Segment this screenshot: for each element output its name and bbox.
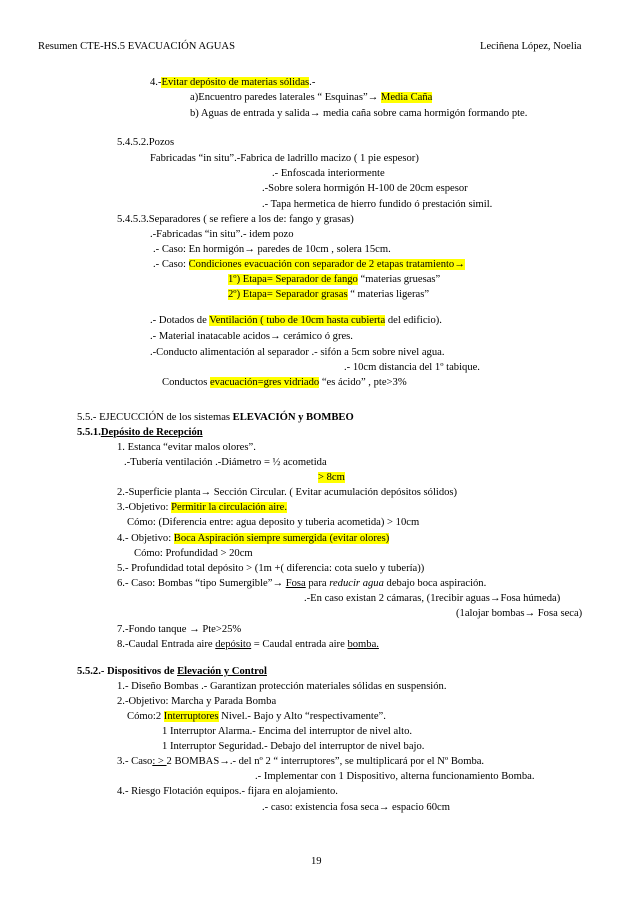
text-run: “ materias ligeras” [347, 289, 430, 300]
text-line [117, 680, 447, 693]
highlighted-text: Evitar depósito de materias sólidas [161, 77, 310, 88]
text-run: ELEVACIÓN y BOMBEO [232, 412, 354, 423]
text-run: .-Conducto alimentación al separador .- sifón a 5cm sobre nivel agua. [150, 347, 445, 358]
text-line [262, 182, 468, 195]
text-line [117, 136, 174, 149]
text-run: Cómo: Profundidad > 20cm [134, 548, 253, 559]
highlighted-text: evacuación=gres vidriado [209, 377, 320, 388]
text-run: 1. Estanca “evitar malos olores”. [117, 442, 256, 453]
text-run: 3.-Objetivo: [117, 502, 172, 513]
text-line [153, 258, 465, 271]
text-line [228, 288, 429, 301]
text-line [228, 273, 440, 286]
text-run: 3.- Caso [117, 756, 153, 767]
text-line [117, 577, 486, 590]
text-run: .- Enfoscada interiormente [272, 168, 385, 179]
text-run: Elevación y Control [177, 666, 267, 677]
text-line [344, 361, 480, 374]
highlighted-text: Ventilación ( tubo de 10cm hasta cubierta [209, 315, 386, 326]
text-line [272, 167, 385, 180]
text-run: 1 Interruptor Alarma.- Encima del interruptor de nivel alto. [162, 726, 413, 737]
text-run: 7.-Fondo tanque → Pte>25% [117, 624, 242, 635]
text-line [318, 471, 345, 484]
text-run: .- Caso: En hormigón→ paredes de 10cm , solera 15cm. [153, 244, 391, 255]
text-run: Fosa [285, 578, 306, 589]
text-run: depósito [215, 639, 252, 650]
text-run: 2 BOMBAS→.- del nº 2 “ interruptores”, se multiplicará por el Nº Bomba. [166, 756, 485, 767]
text-line [127, 710, 386, 723]
text-run: b) Aguas de entrada y salida→ media caña sobre cama hormigón formando pte. [190, 108, 528, 119]
text-run: .- Dotados de [150, 315, 210, 326]
header-left: Resumen CTE-HS.5 EVACUACIÓN AGUAS [38, 41, 235, 52]
text-line [304, 592, 560, 605]
highlighted-text: 2º) Etapa= Separador grasas [228, 289, 348, 300]
text-line [117, 638, 379, 651]
text-line [150, 152, 419, 165]
text-run: .- caso: existencia fosa seca→ espacio 60cm [262, 802, 450, 813]
text-line [127, 516, 419, 529]
text-line [162, 725, 412, 738]
highlighted-text: 1º) Etapa= Separador de fango [228, 274, 358, 285]
text-line [117, 532, 389, 545]
text-line [150, 314, 442, 327]
text-line [117, 623, 241, 636]
text-line [117, 785, 338, 798]
text-line [117, 441, 256, 454]
text-run: 2.-Objetivo: Marcha y Parada Bomba [117, 696, 277, 707]
text-line [117, 695, 276, 708]
text-run: 5.4.5.3.Separadores ( se refiere a los de: fango y grasas) [117, 214, 354, 225]
text-line [262, 801, 450, 814]
text-run: .- Caso: [153, 259, 189, 270]
text-line [153, 243, 391, 256]
text-run: .-Fabricadas “in situ”.- idem pozo [150, 229, 294, 240]
text-run: (1alojar bombas→ Fosa seca) [456, 608, 583, 619]
text-run: Depósito de Recepción [100, 427, 203, 438]
text-line [190, 91, 432, 104]
text-run: Cómo:2 [127, 711, 164, 722]
text-run: Nivel.- Bajo y Alto “respectivamente”. [218, 711, 386, 722]
text-run: debajo boca aspiración. [383, 578, 487, 589]
text-run: .- [309, 77, 316, 88]
text-line [117, 213, 354, 226]
text-run: 4.- [150, 77, 162, 88]
text-line [162, 740, 424, 753]
text-line [456, 607, 582, 620]
text-run: .-Tubería ventilación .-Diámetro = ½ acometida [124, 457, 327, 468]
text-run: Fabricadas “in situ”.-Fabrica de ladrillo macizo ( 1 pie espesor) [150, 153, 419, 164]
text-run: 5.- Profundidad total depósito > (1m +( diferencia: cota suelo y tubería)) [117, 563, 425, 574]
highlighted-text: Boca Aspiración siempre sumergida (evitar olores) [173, 533, 390, 544]
text-run: .- Material inatacable acidos→ cerámico ó gres. [150, 331, 353, 342]
text-line [124, 456, 327, 469]
text-line [117, 562, 424, 575]
text-run: .- Tapa hermetica de hierro fundido ó prestación simil. [262, 199, 493, 210]
text-run: 6.- Caso: Bombas “tipo Sumergible”→ [117, 578, 286, 589]
text-run: .-Sobre solera hormigón H-100 de 20cm espesor [262, 183, 468, 194]
text-line [77, 411, 354, 424]
text-run: Conductos [162, 377, 210, 388]
text-run: : > [152, 756, 167, 767]
text-line [77, 665, 267, 678]
page-number: 19 [311, 856, 322, 867]
text-line [262, 198, 492, 211]
text-run: 5.4.5.2.Pozos [117, 137, 175, 148]
highlighted-text: Media Caña [380, 92, 433, 103]
text-run: = Caudal entrada aire [251, 639, 348, 650]
text-line [150, 330, 353, 343]
text-line [150, 76, 315, 89]
text-line [77, 426, 203, 439]
text-run: “materias gruesas” [357, 274, 441, 285]
text-run: 1 Interruptor Seguridad.- Debajo del interruptor de nivel bajo. [162, 741, 425, 752]
text-line [117, 501, 287, 514]
text-run: 2.-Superficie planta→ Sección Circular. ( Evitar acumulación depósitos sólidos) [117, 487, 458, 498]
text-line [162, 376, 407, 389]
highlighted-text: Permitir la circulación aire. [171, 502, 288, 513]
text-run: Cómo: (Diferencia entre: agua deposito y tuberia acometida) > 10cm [127, 517, 420, 528]
text-run: 5.5.2.- Dispositivos de [77, 666, 178, 677]
highlighted-text: Condiciones evacuación con separador de 2 etapas tratamiento→ [188, 259, 465, 270]
text-line [255, 770, 535, 783]
text-line [150, 228, 294, 241]
text-line [117, 486, 457, 499]
text-line [117, 755, 484, 768]
highlighted-text: Interruptores [163, 711, 219, 722]
text-run: 1.- Diseño Bombas .- Garantizan protección materiales sólidas en suspensión. [117, 681, 447, 692]
text-run: 4.- Riesgo Flotación equipos.- fijara en alojamiento. [117, 786, 338, 797]
highlighted-text: > 8cm [318, 472, 345, 483]
text-line [134, 547, 253, 560]
text-run: bomba. [347, 639, 379, 650]
text-run: 4.- Objetivo: [117, 533, 174, 544]
text-run: .-En caso existan 2 cámaras, (1recibir aguas→Fosa húmeda) [304, 593, 561, 604]
header-right: Leciñena López, Noelia [480, 41, 582, 52]
text-line [190, 107, 527, 120]
text-run: “es ácido” , pte>3% [319, 377, 407, 388]
text-line [150, 346, 444, 359]
text-run: del edificio). [385, 315, 442, 326]
text-run: reducir agua [329, 578, 384, 589]
text-run: para [305, 578, 330, 589]
text-run: a)Encuentro paredes laterales “ Esquinas”→ [190, 92, 381, 103]
text-run: 5.5.1. [77, 427, 101, 438]
text-run: .- Implementar con 1 Dispositivo, alterna funcionamiento Bomba. [255, 771, 535, 782]
text-run: .- 10cm distancia del 1º tabique. [344, 362, 480, 373]
text-run: 5.5.- EJECUCCIÓN de los sistemas [77, 412, 233, 423]
text-run: 8.-Caudal Entrada aire [117, 639, 216, 650]
